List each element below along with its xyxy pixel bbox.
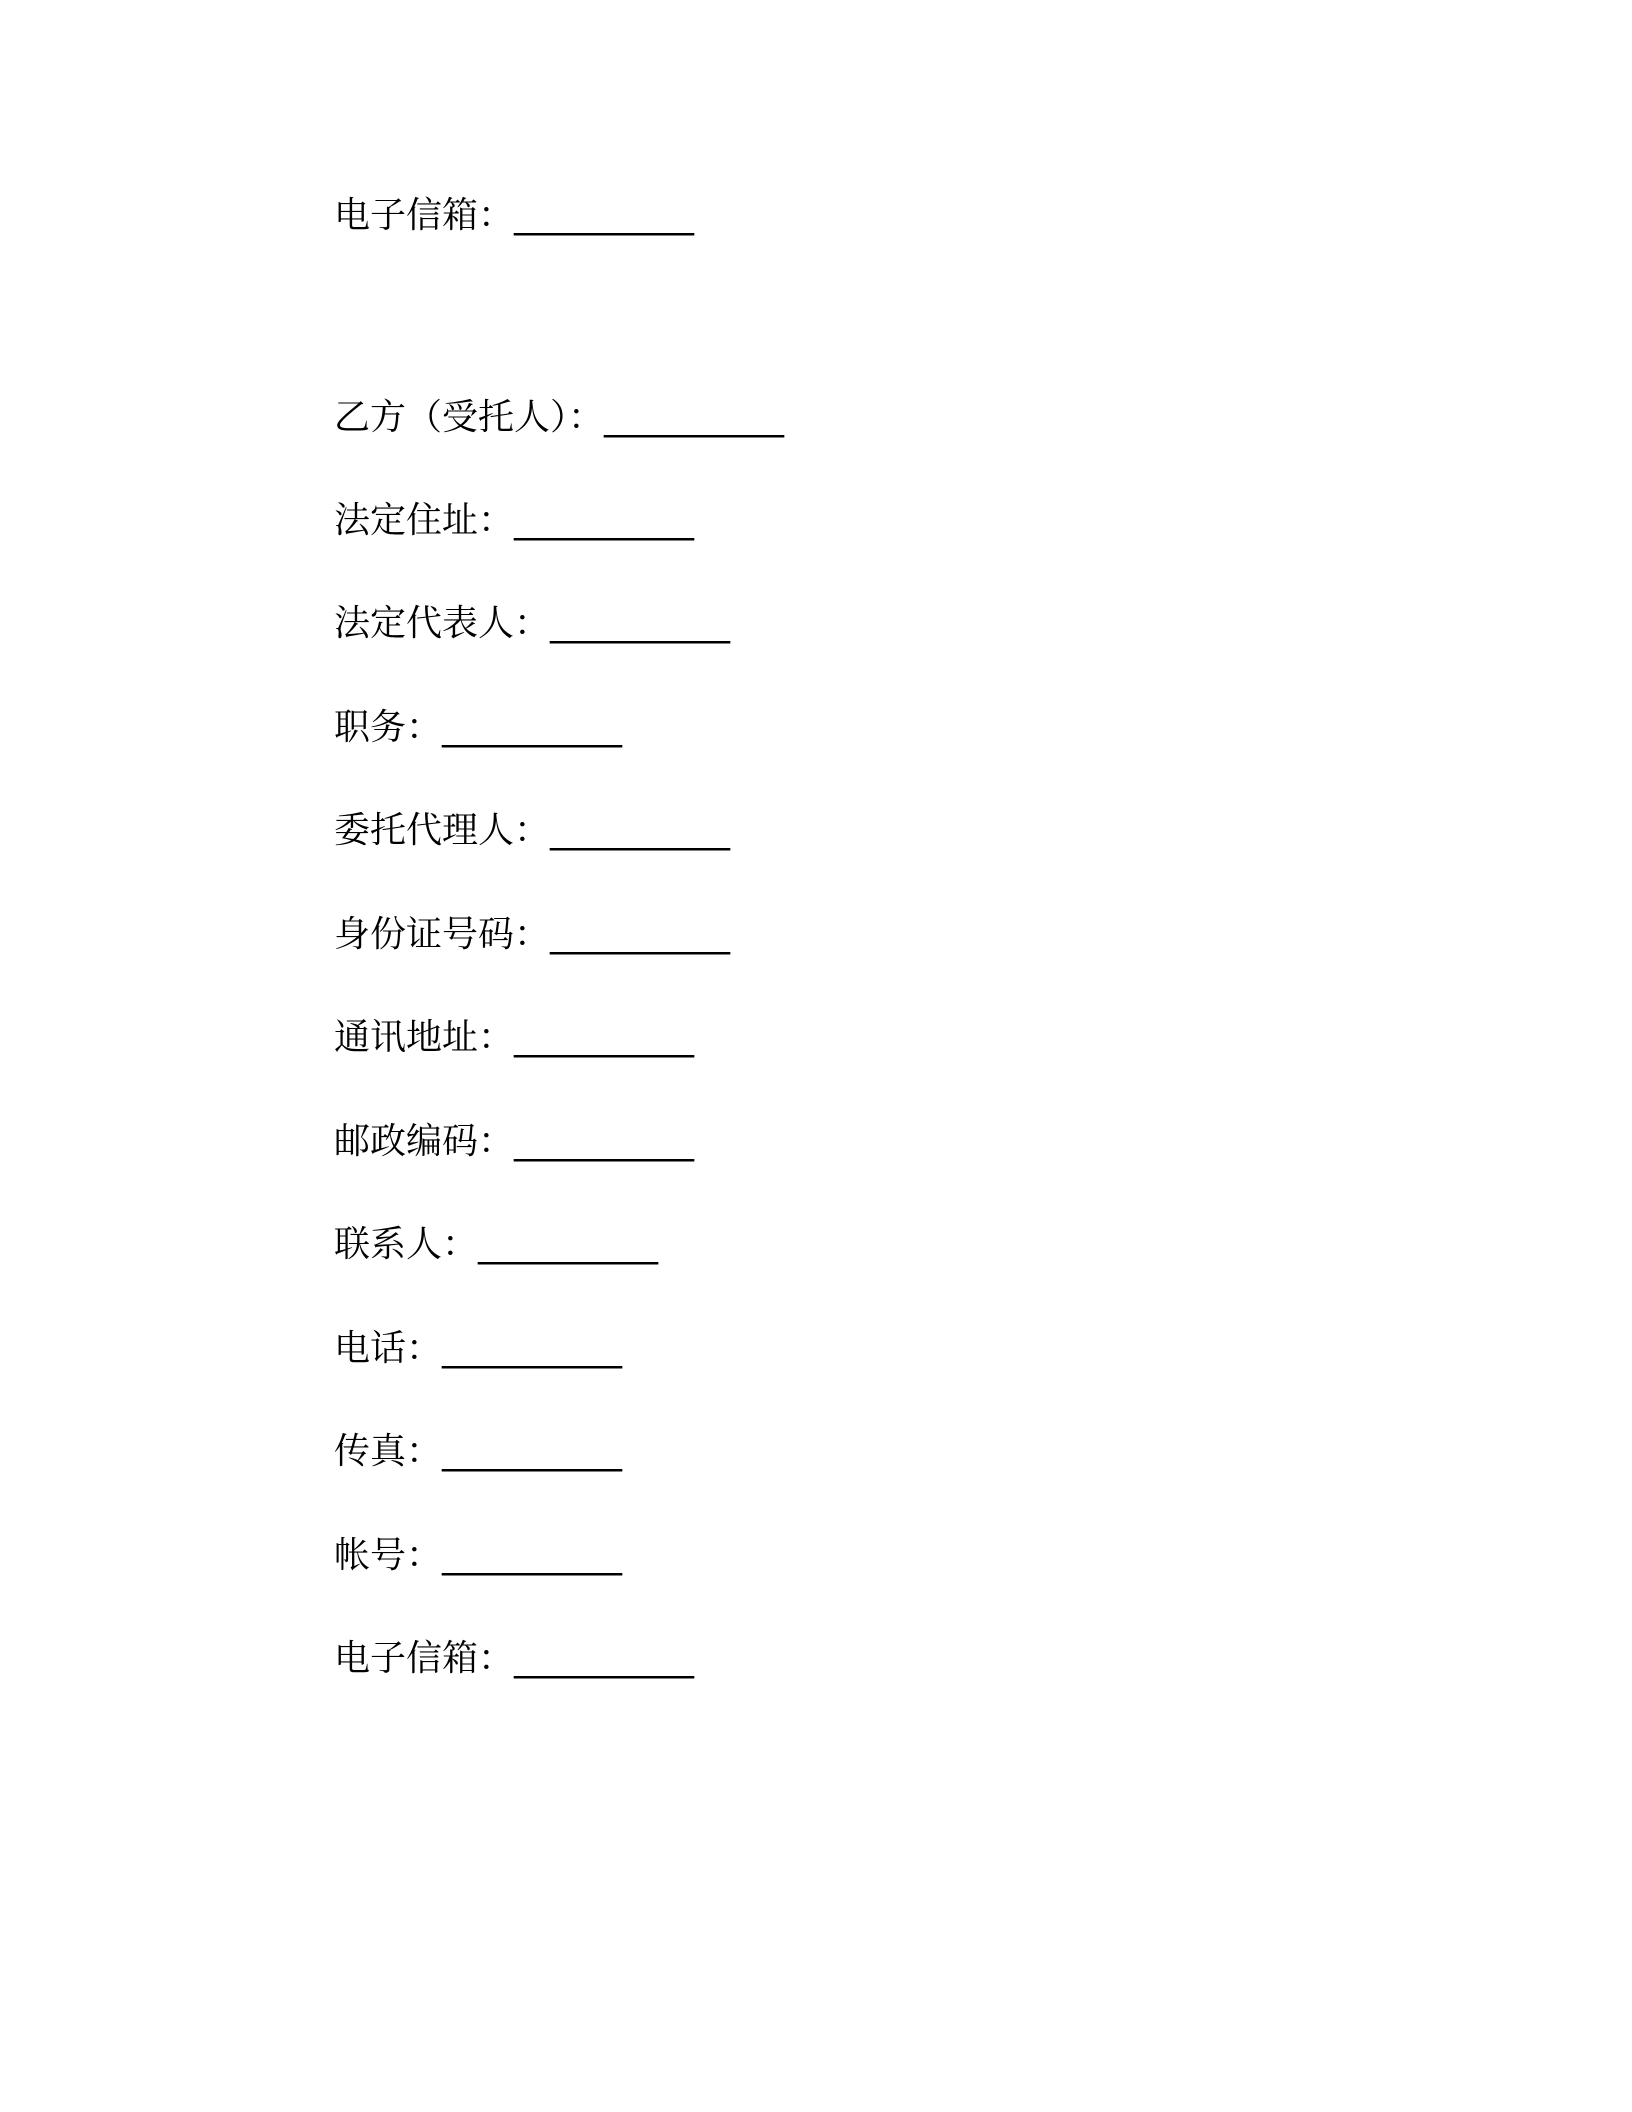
field-label: 电子信箱：: [334, 1638, 515, 1679]
fill-blank: __________: [550, 810, 731, 851]
contact-person-field: [334, 1223, 658, 1267]
fill-blank: __________: [604, 397, 785, 438]
field-label: 职务：: [334, 707, 443, 748]
fill-blank: __________: [514, 500, 695, 541]
fill-blank: __________: [550, 603, 731, 644]
field-label: 电话：: [334, 1328, 443, 1369]
field-label: 身份证号码：: [334, 914, 551, 955]
fill-blank: __________: [442, 1535, 623, 1576]
legal-representative-field: [334, 602, 730, 646]
field-label: 邮政编码：: [334, 1121, 515, 1162]
field-label: 联系人：: [334, 1224, 479, 1265]
fill-blank: __________: [442, 1431, 623, 1472]
fill-blank: __________: [514, 1638, 695, 1679]
field-label: 通讯地址：: [334, 1017, 515, 1058]
field-label: 电子信箱：: [334, 195, 515, 236]
field-label: 法定代表人：: [334, 603, 551, 644]
authorized-agent-field: [334, 809, 730, 853]
fill-blank: __________: [514, 1121, 695, 1162]
fill-blank: __________: [514, 195, 695, 236]
position-field: [334, 706, 622, 750]
fill-blank: __________: [442, 1328, 623, 1369]
field-label: 帐号：: [334, 1535, 443, 1576]
field-label: 传真：: [334, 1431, 443, 1472]
account-field: [334, 1534, 622, 1578]
id-number-field: [334, 913, 730, 957]
fill-blank: __________: [478, 1224, 659, 1265]
field-label: 委托代理人：: [334, 810, 551, 851]
legal-address-field: [334, 499, 694, 543]
party-b-heading: [334, 396, 784, 440]
fax-field: [334, 1430, 622, 1474]
postal-code-field: [334, 1120, 694, 1164]
mailing-address-field: [334, 1016, 694, 1060]
fill-blank: __________: [442, 707, 623, 748]
fill-blank: __________: [514, 1017, 695, 1058]
fill-blank: __________: [550, 914, 731, 955]
email-field-party-b: [334, 1637, 694, 1681]
email-field-party-a: [334, 194, 694, 238]
phone-field: [334, 1327, 622, 1371]
field-label: 乙方（受托人）：: [334, 397, 605, 438]
field-label: 法定住址：: [334, 500, 515, 541]
